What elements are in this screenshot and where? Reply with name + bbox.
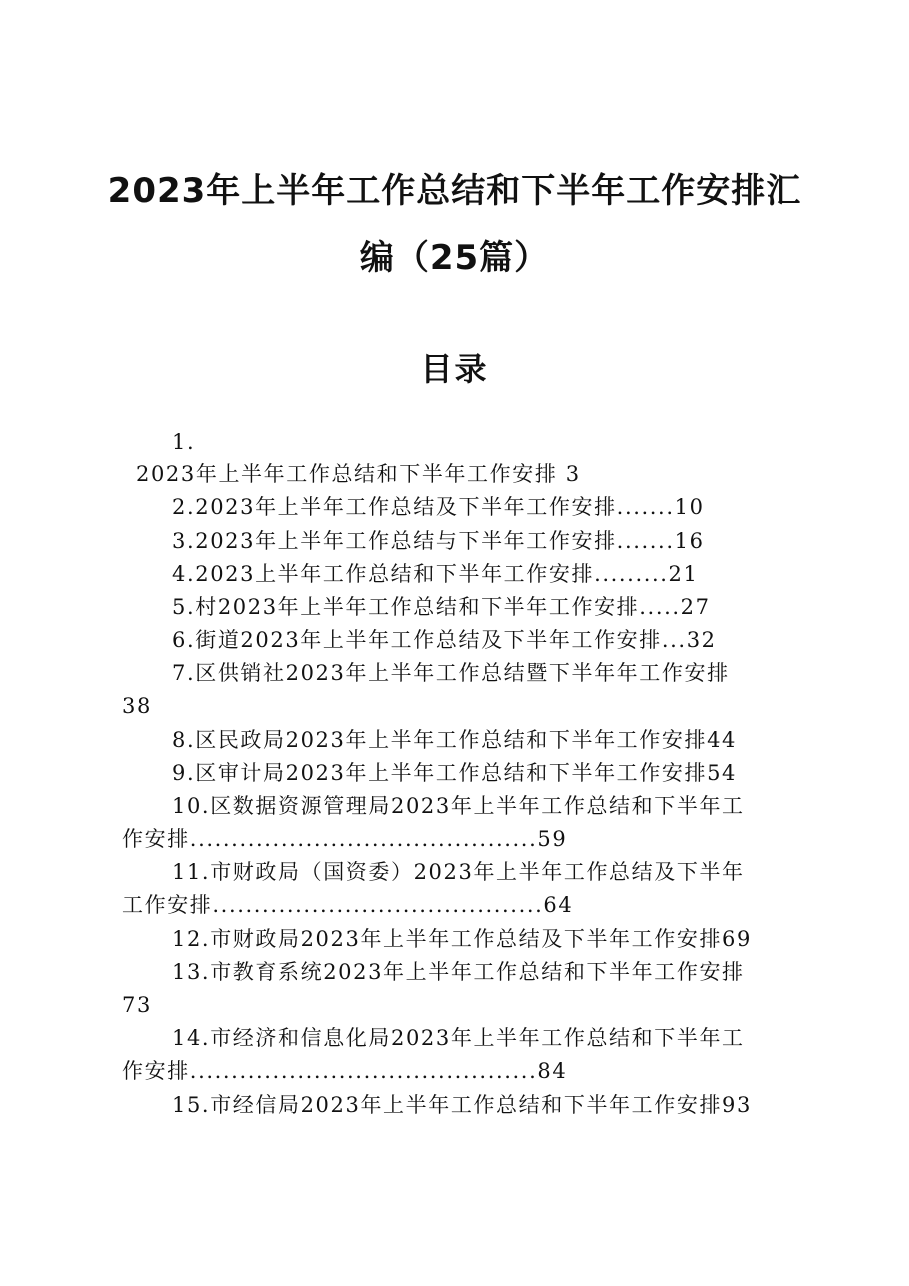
toc-line: 7.区供销社2023年上半年工作总结暨下半年年工作安排	[172, 661, 730, 685]
toc-line: 12.市财政局2023年上半年工作总结及下半年工作安排69	[172, 927, 752, 951]
toc-line: 工作安排........................................64	[122, 893, 574, 917]
toc-line: 73	[122, 993, 152, 1017]
toc-line: 15.市经信局2023年上半年工作总结和下半年工作安排93	[172, 1093, 752, 1117]
toc-line: 11.市财政局（国资委）2023年上半年工作总结及下半年	[172, 860, 745, 884]
toc-line: 作安排..........................................84	[122, 1059, 568, 1083]
toc-line: 2023年上半年工作总结和下半年工作安排 3	[136, 462, 581, 486]
toc-line: 13.市教育系统2023年上半年工作总结和下半年工作安排	[172, 960, 745, 984]
toc-line: 4.2023上半年工作总结和下半年工作安排.........21	[172, 562, 699, 586]
document-title-line-1: 2023年上半年工作总结和下半年工作安排汇	[107, 171, 802, 211]
toc-line: 10.区数据资源管理局2023年上半年工作总结和下半年工	[172, 794, 745, 818]
toc-line: 8.区民政局2023年上半年工作总结和下半年工作安排44	[172, 728, 737, 752]
toc-heading: 目录	[420, 350, 489, 388]
document-title-line-2: 编（25篇）	[359, 238, 550, 278]
toc-line: 2.2023年上半年工作总结及下半年工作安排.......10	[172, 495, 705, 519]
toc-line: 14.市经济和信息化局2023年上半年工作总结和下半年工	[172, 1026, 745, 1050]
toc-line: 作安排..........................................59	[122, 827, 568, 851]
toc-line: 1.	[172, 430, 196, 454]
toc-line: 6.街道2023年上半年工作总结及下半年工作安排...32	[172, 628, 717, 652]
toc-line: 3.2023年上半年工作总结与下半年工作安排.......16	[172, 529, 705, 553]
toc-line: 38	[122, 694, 152, 718]
toc-line: 5.村2023年上半年工作总结和下半年工作安排.....27	[172, 595, 711, 619]
toc-line: 9.区审计局2023年上半年工作总结和下半年工作安排54	[172, 761, 737, 785]
